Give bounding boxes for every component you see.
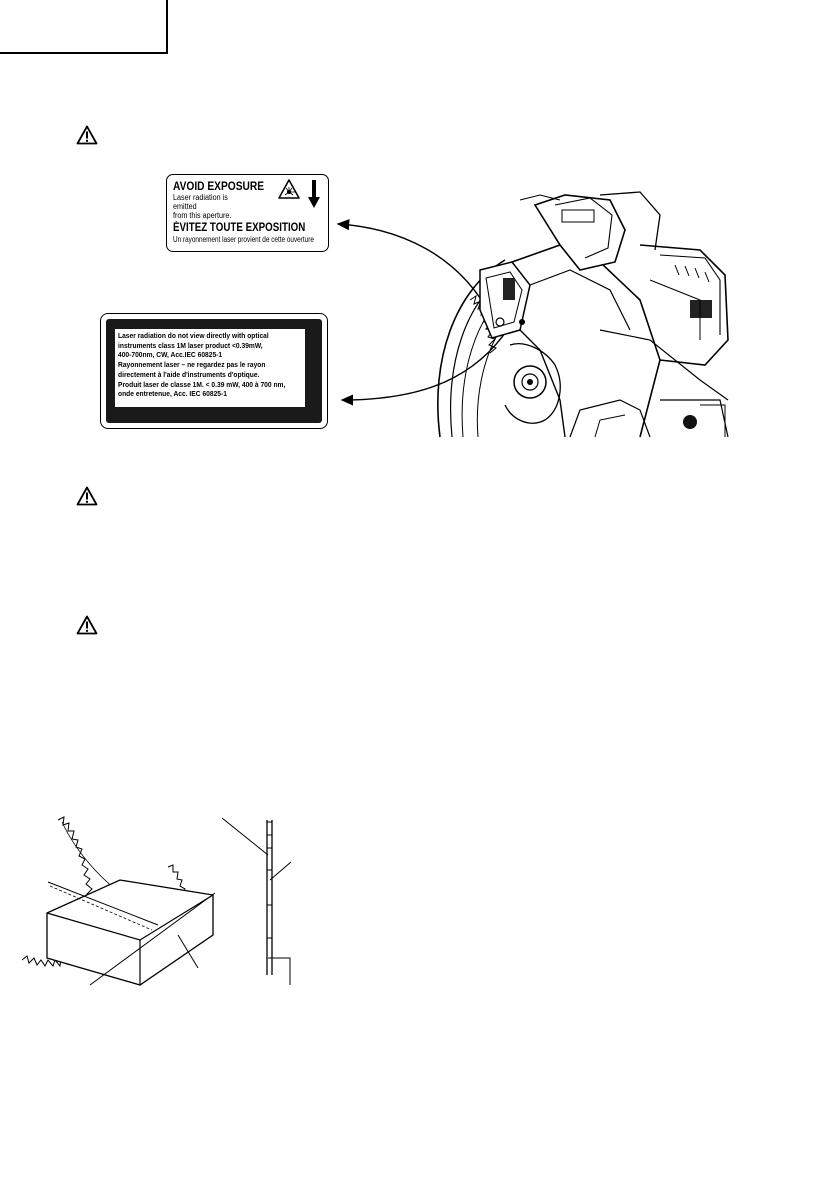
label-line: 400-700nm, CW, Acc.IEC 60825-1 (118, 350, 223, 360)
laser-class-label (100, 313, 328, 429)
workpiece (47, 880, 213, 985)
label-line: instruments class 1M laser product <0.39mW, (118, 340, 263, 350)
caution-triangle-icon (76, 615, 98, 635)
leader-arrow (338, 224, 492, 318)
label-line: Rayonnement laser – ne regardez pas le rayon (118, 360, 266, 370)
caution-triangle-icon (76, 486, 98, 506)
label-text-fr: Un rayonnement laser provient de cette ouverture (173, 235, 314, 244)
label-line: onde entretenue, Acc. IEC 60825-1 (118, 389, 227, 399)
avoid-exposure-label (166, 174, 329, 252)
label-heading-fr: ÉVITEZ TOUTE EXPOSITION (173, 222, 306, 234)
label-line: directement à l'aide d'instruments d'optique. (118, 369, 260, 379)
label-text-en-2: from this aperture. (173, 211, 232, 220)
laser-hazard-icon (278, 179, 300, 199)
label-line: Laser radiation do not view directly with optical (118, 331, 269, 340)
label-line: Produit laser de classe 1M. < 0.39 mW, 400 à 700 nm, (118, 379, 286, 389)
down-arrow-icon (307, 179, 321, 209)
label-heading-en: AVOID EXPOSURE (173, 179, 265, 193)
saw-blade-teeth (22, 817, 94, 966)
label-text-en-1: Laser radiation is emitted (173, 193, 228, 211)
label-text-box (115, 329, 305, 407)
